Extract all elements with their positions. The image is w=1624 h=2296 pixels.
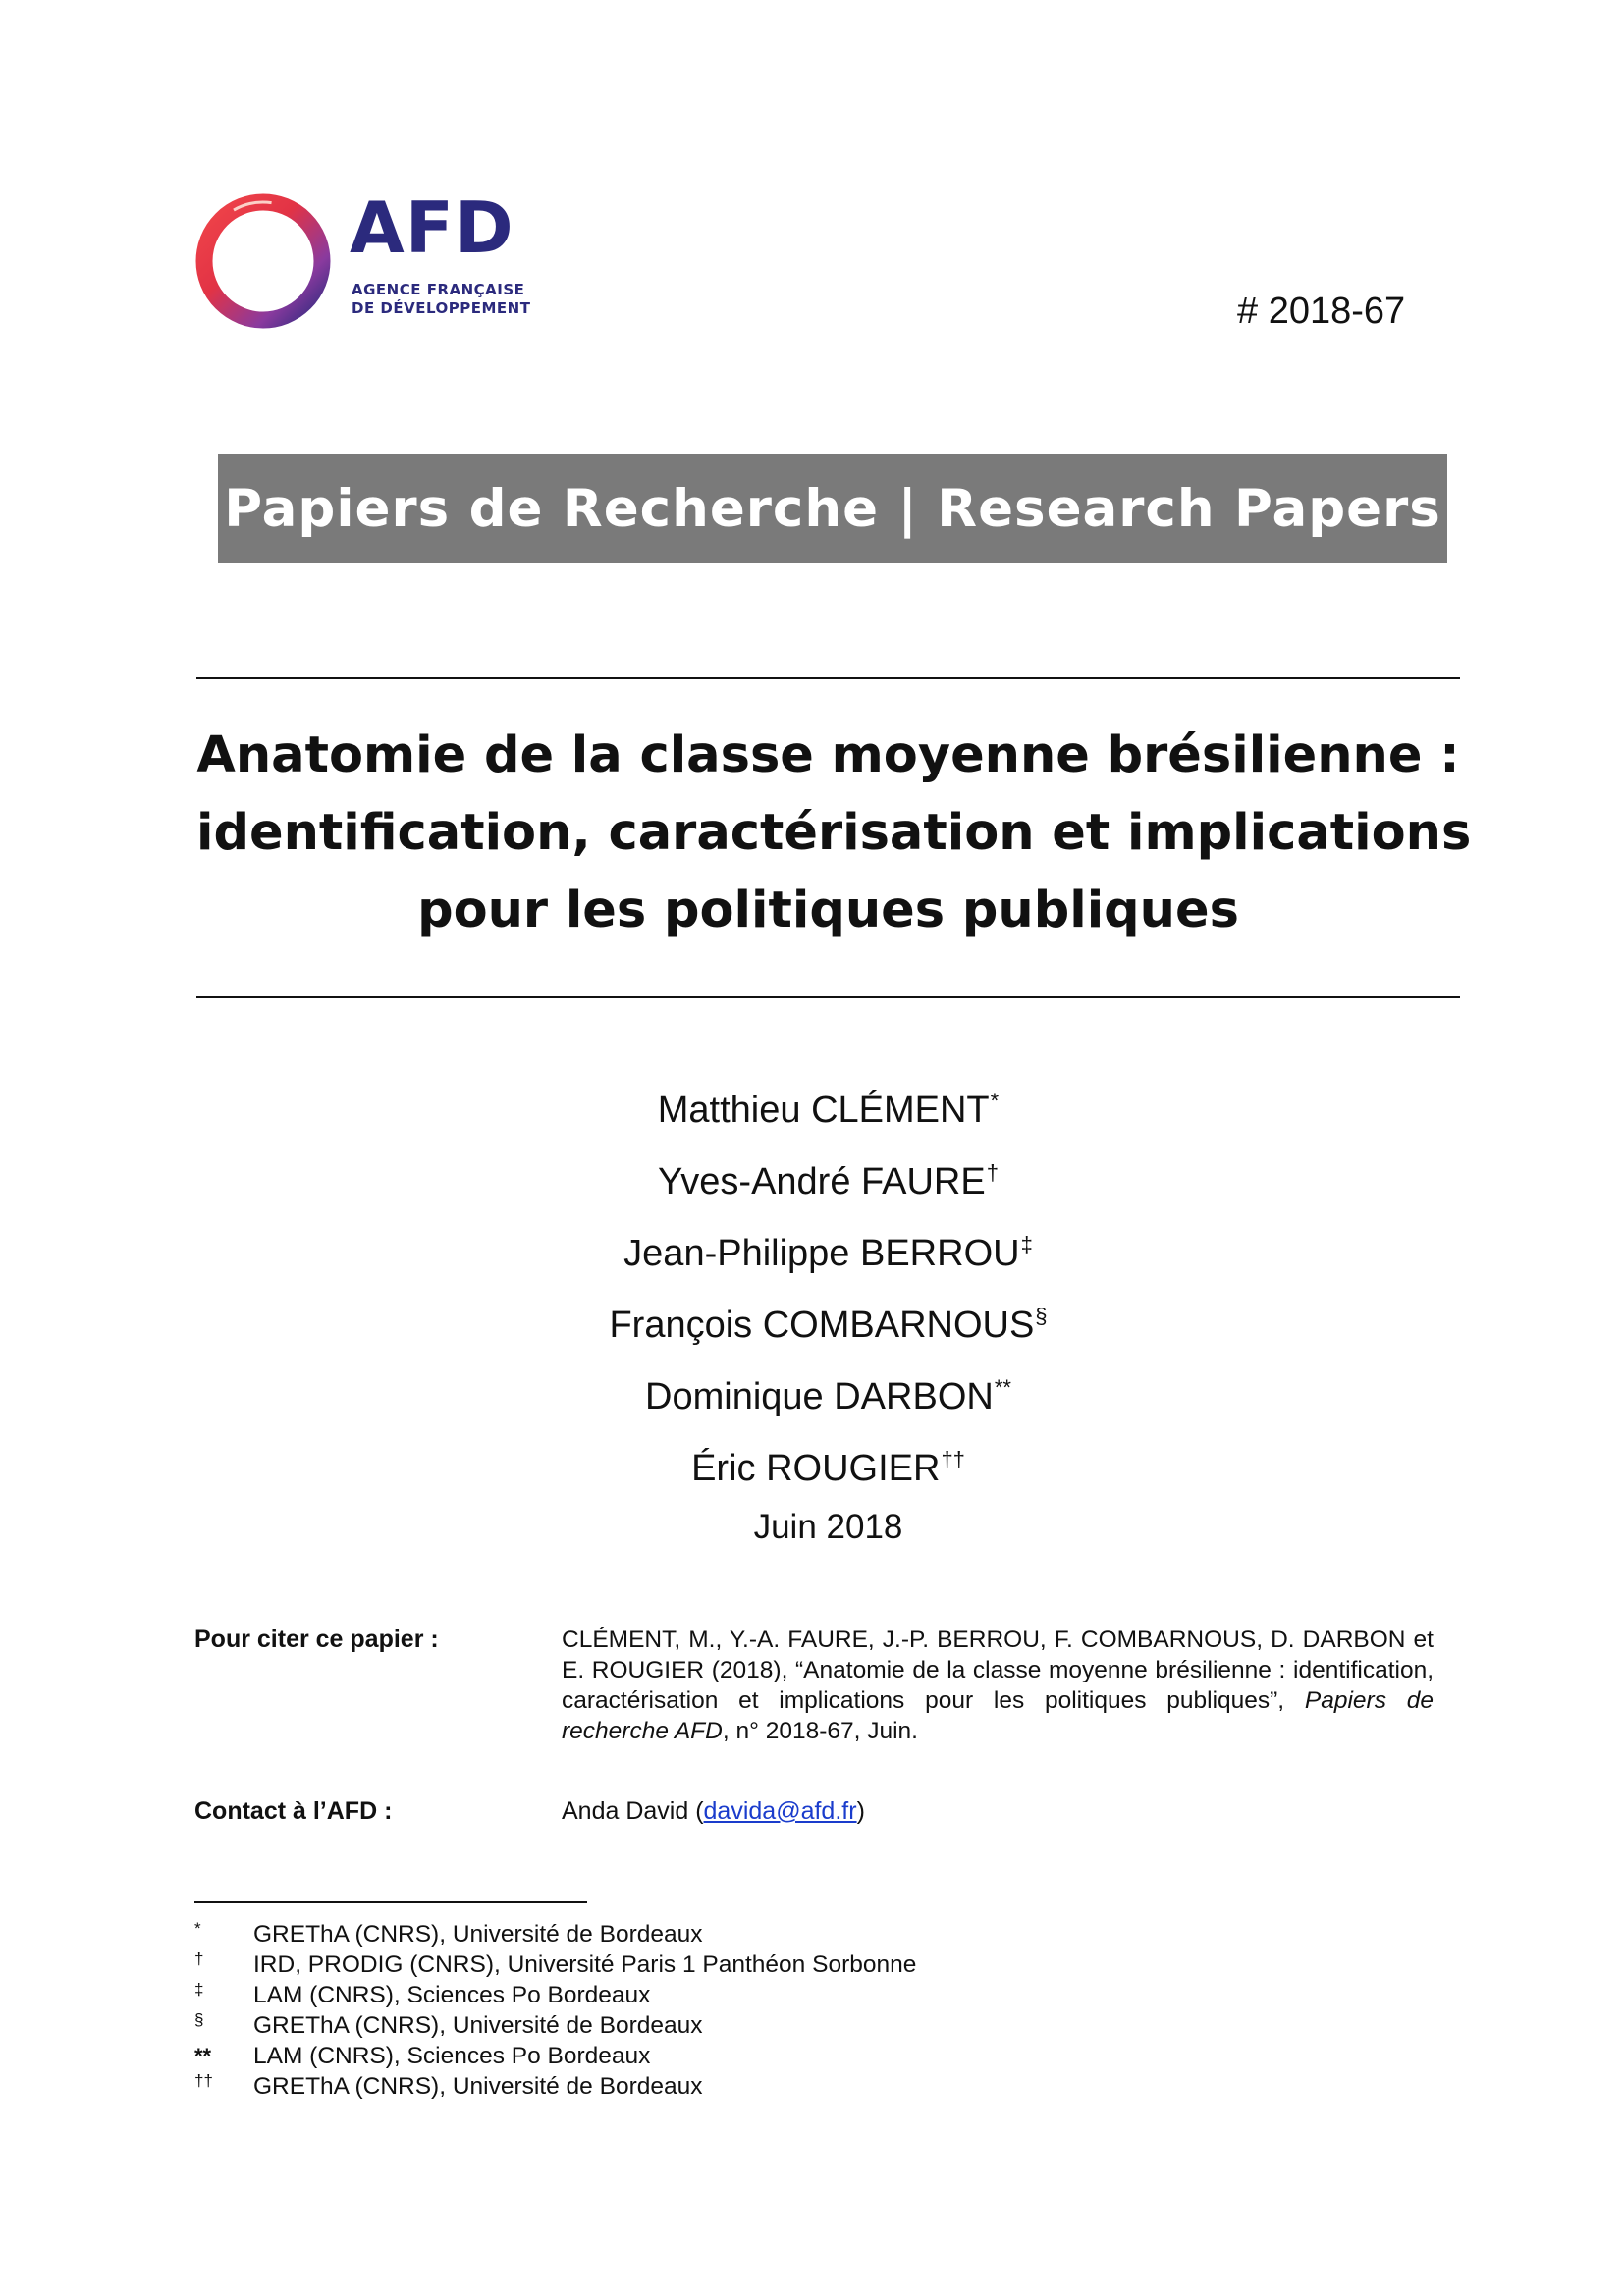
logo-subtitle-line1: AGENCE FRANÇAISE bbox=[352, 281, 525, 298]
series-banner-text: Papiers de Recherche | Research Papers bbox=[224, 479, 1441, 539]
footnote: ** LAM (CNRS), Sciences Po Bordeaux bbox=[194, 2043, 651, 2069]
author-list bbox=[196, 1070, 1460, 1500]
author: Éric ROUGIER†† bbox=[691, 1447, 965, 1489]
contact-info: Anda David (davida@afd.fr) bbox=[562, 1797, 865, 1825]
footnote: * GREThA (CNRS), Université de Bordeaux bbox=[194, 1919, 703, 1948]
footnote: ‡ LAM (CNRS), Sciences Po Bordeaux bbox=[194, 1980, 651, 2008]
title-rule-bottom bbox=[196, 996, 1460, 998]
footnotes bbox=[194, 1919, 1078, 2102]
author: François COMBARNOUS§ bbox=[609, 1304, 1048, 1346]
author: Jean-Philippe BERROU‡ bbox=[623, 1232, 1033, 1274]
citation-text: CLÉMENT, M., Y.-A. FAURE, J.-P. BERROU, F. COMBARNOUS, D. DARBON et E. ROUGIER (2018), “Anatomie de la classe moyenne brésilienne : identification, caractérisation et implications pour les politiques publiques”, Papiers de recherche AFD, n° 2018-67, Juin. bbox=[562, 1627, 1434, 1744]
logo-wordmark: AFD bbox=[350, 187, 514, 269]
citation-label: Pour citer ce papier : bbox=[194, 1626, 439, 1653]
paper-title bbox=[196, 717, 1472, 949]
title-line-3: pour les politiques publiques bbox=[417, 881, 1239, 939]
title-line-1: Anatomie de la classe moyenne brésilienne : bbox=[196, 726, 1460, 784]
footnote: †† GREThA (CNRS), Université de Bordeaux bbox=[194, 2071, 703, 2100]
logo-subtitle-line2: DE DÉVELOPPEMENT bbox=[352, 299, 531, 317]
footnote: § GREThA (CNRS), Université de Bordeaux bbox=[194, 2010, 703, 2039]
series-banner bbox=[218, 454, 1447, 563]
author: Dominique DARBON** bbox=[645, 1375, 1011, 1417]
title-line-2: identification, caractérisation et implications bbox=[196, 804, 1472, 862]
afd-ring-icon bbox=[192, 187, 340, 334]
publication-date: Juin 2018 bbox=[753, 1508, 903, 1546]
contact-label: Contact à l’AFD : bbox=[194, 1797, 393, 1825]
author: Matthieu CLÉMENT* bbox=[657, 1089, 1000, 1131]
report-number: # 2018-67 bbox=[1237, 291, 1406, 332]
contact-email-link[interactable]: davida@afd.fr bbox=[703, 1797, 857, 1825]
footnote: † IRD, PRODIG (CNRS), Université Paris 1 Panthéon Sorbonne bbox=[194, 1949, 917, 1978]
afd-logo bbox=[192, 187, 546, 344]
author: Yves-André FAURE† bbox=[658, 1160, 999, 1202]
title-rule-top bbox=[196, 677, 1460, 679]
footnote-separator bbox=[194, 1901, 587, 1903]
